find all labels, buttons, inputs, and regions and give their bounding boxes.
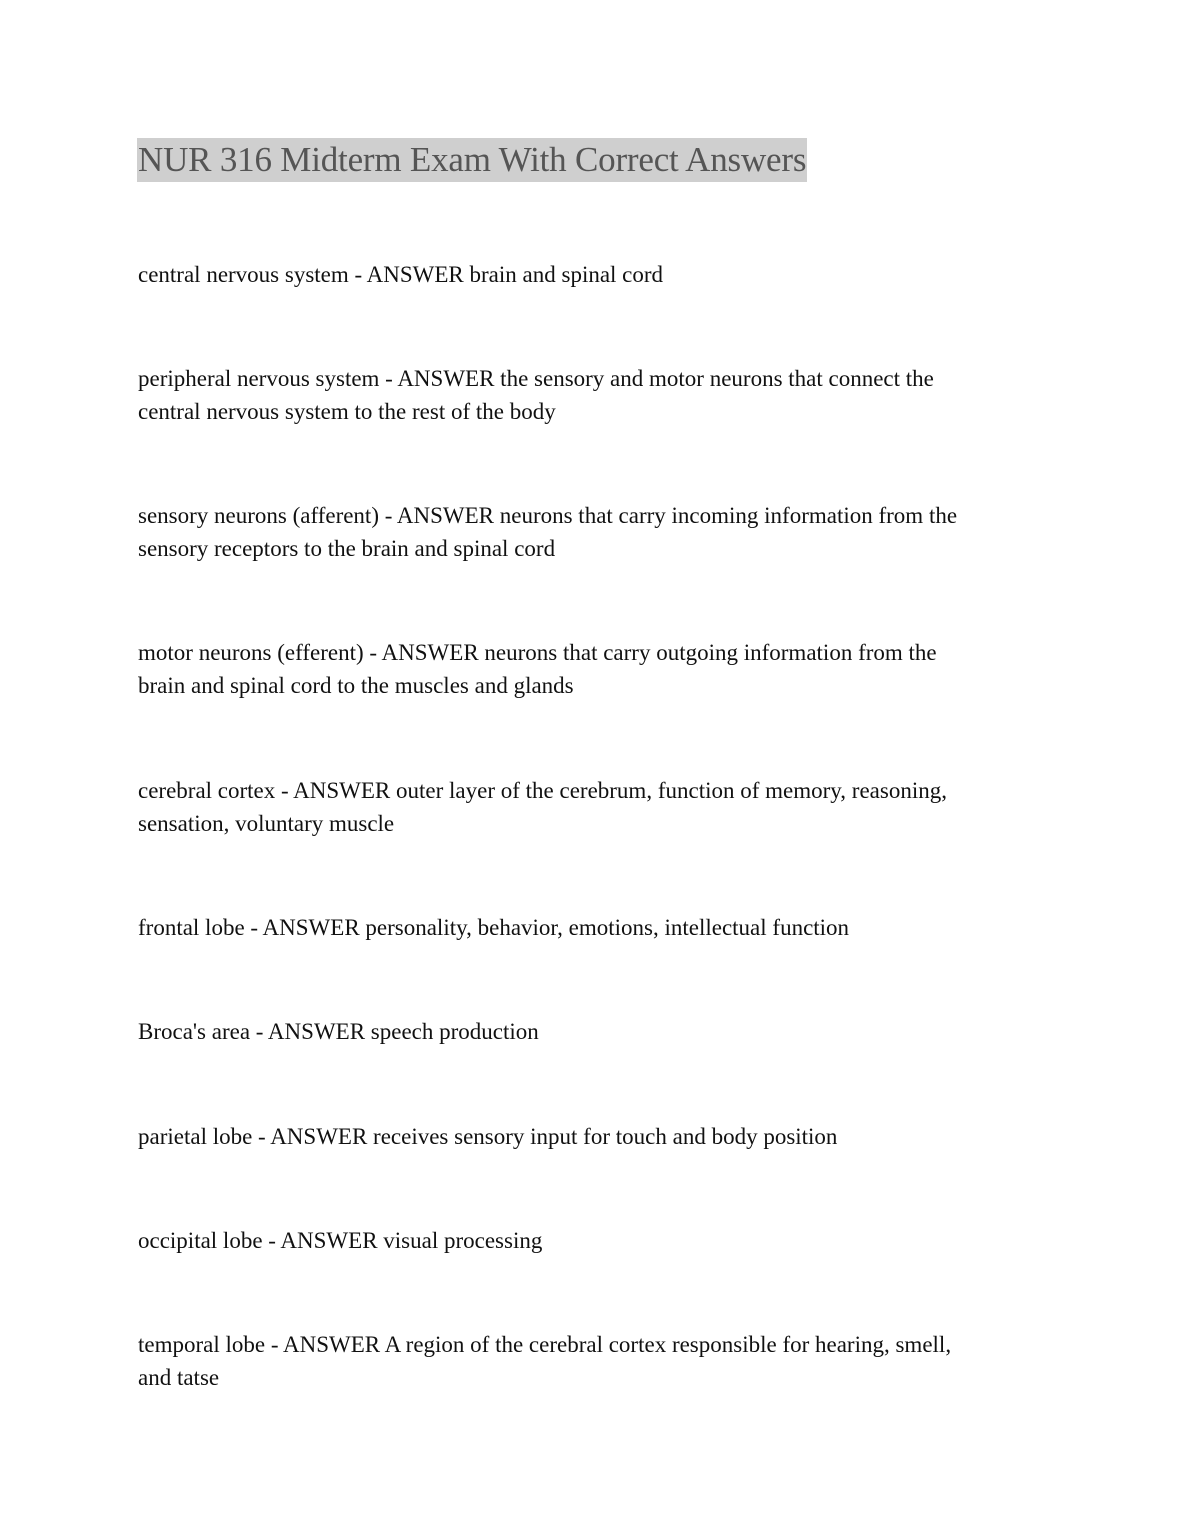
qa-entry xyxy=(138,1224,1058,1257)
qa-entry-line: temporal lobe - ANSWER A region of the cerebral cortex responsible for hearing, smell, xyxy=(138,1332,952,1357)
qa-entry-line: occipital lobe - ANSWER visual processing xyxy=(138,1228,543,1253)
qa-entry-line: frontal lobe - ANSWER personality, behavior, emotions, intellectual function xyxy=(138,915,850,940)
qa-entry-line: and tatse xyxy=(138,1365,220,1390)
qa-entry-line: sensation, voluntary muscle xyxy=(138,811,395,836)
qa-entry xyxy=(138,362,1058,428)
qa-entry-line: central nervous system - ANSWER brain and spinal cord xyxy=(138,262,664,287)
qa-entry xyxy=(138,1120,1058,1153)
qa-entry xyxy=(138,636,1058,702)
qa-entry xyxy=(138,911,1058,944)
qa-entry xyxy=(138,258,1058,291)
qa-entry-line: parietal lobe - ANSWER receives sensory input for touch and body position xyxy=(138,1124,838,1149)
qa-entry-line: sensory neurons (afferent) - ANSWER neurons that carry incoming information from the xyxy=(138,503,958,528)
qa-entry xyxy=(138,499,1058,565)
qa-entry xyxy=(138,1015,1058,1048)
qa-entry-line: cerebral cortex - ANSWER outer layer of the cerebrum, function of memory, reasoning, xyxy=(138,778,947,803)
qa-entry-line: Broca's area - ANSWER speech production xyxy=(138,1019,539,1044)
qa-entry xyxy=(138,774,1058,840)
qa-entry-line: brain and spinal cord to the muscles and glands xyxy=(138,673,574,698)
qa-entry xyxy=(138,1328,1058,1394)
page-title: NUR 316 Midterm Exam With Correct Answers xyxy=(137,138,807,182)
qa-entry-line: central nervous system to the rest of the body xyxy=(138,399,556,424)
qa-entry-line: peripheral nervous system - ANSWER the sensory and motor neurons that connect the xyxy=(138,366,934,391)
qa-entry-line: sensory receptors to the brain and spinal cord xyxy=(138,536,556,561)
qa-entry-line: motor neurons (efferent) - ANSWER neurons that carry outgoing information from the xyxy=(138,640,937,665)
